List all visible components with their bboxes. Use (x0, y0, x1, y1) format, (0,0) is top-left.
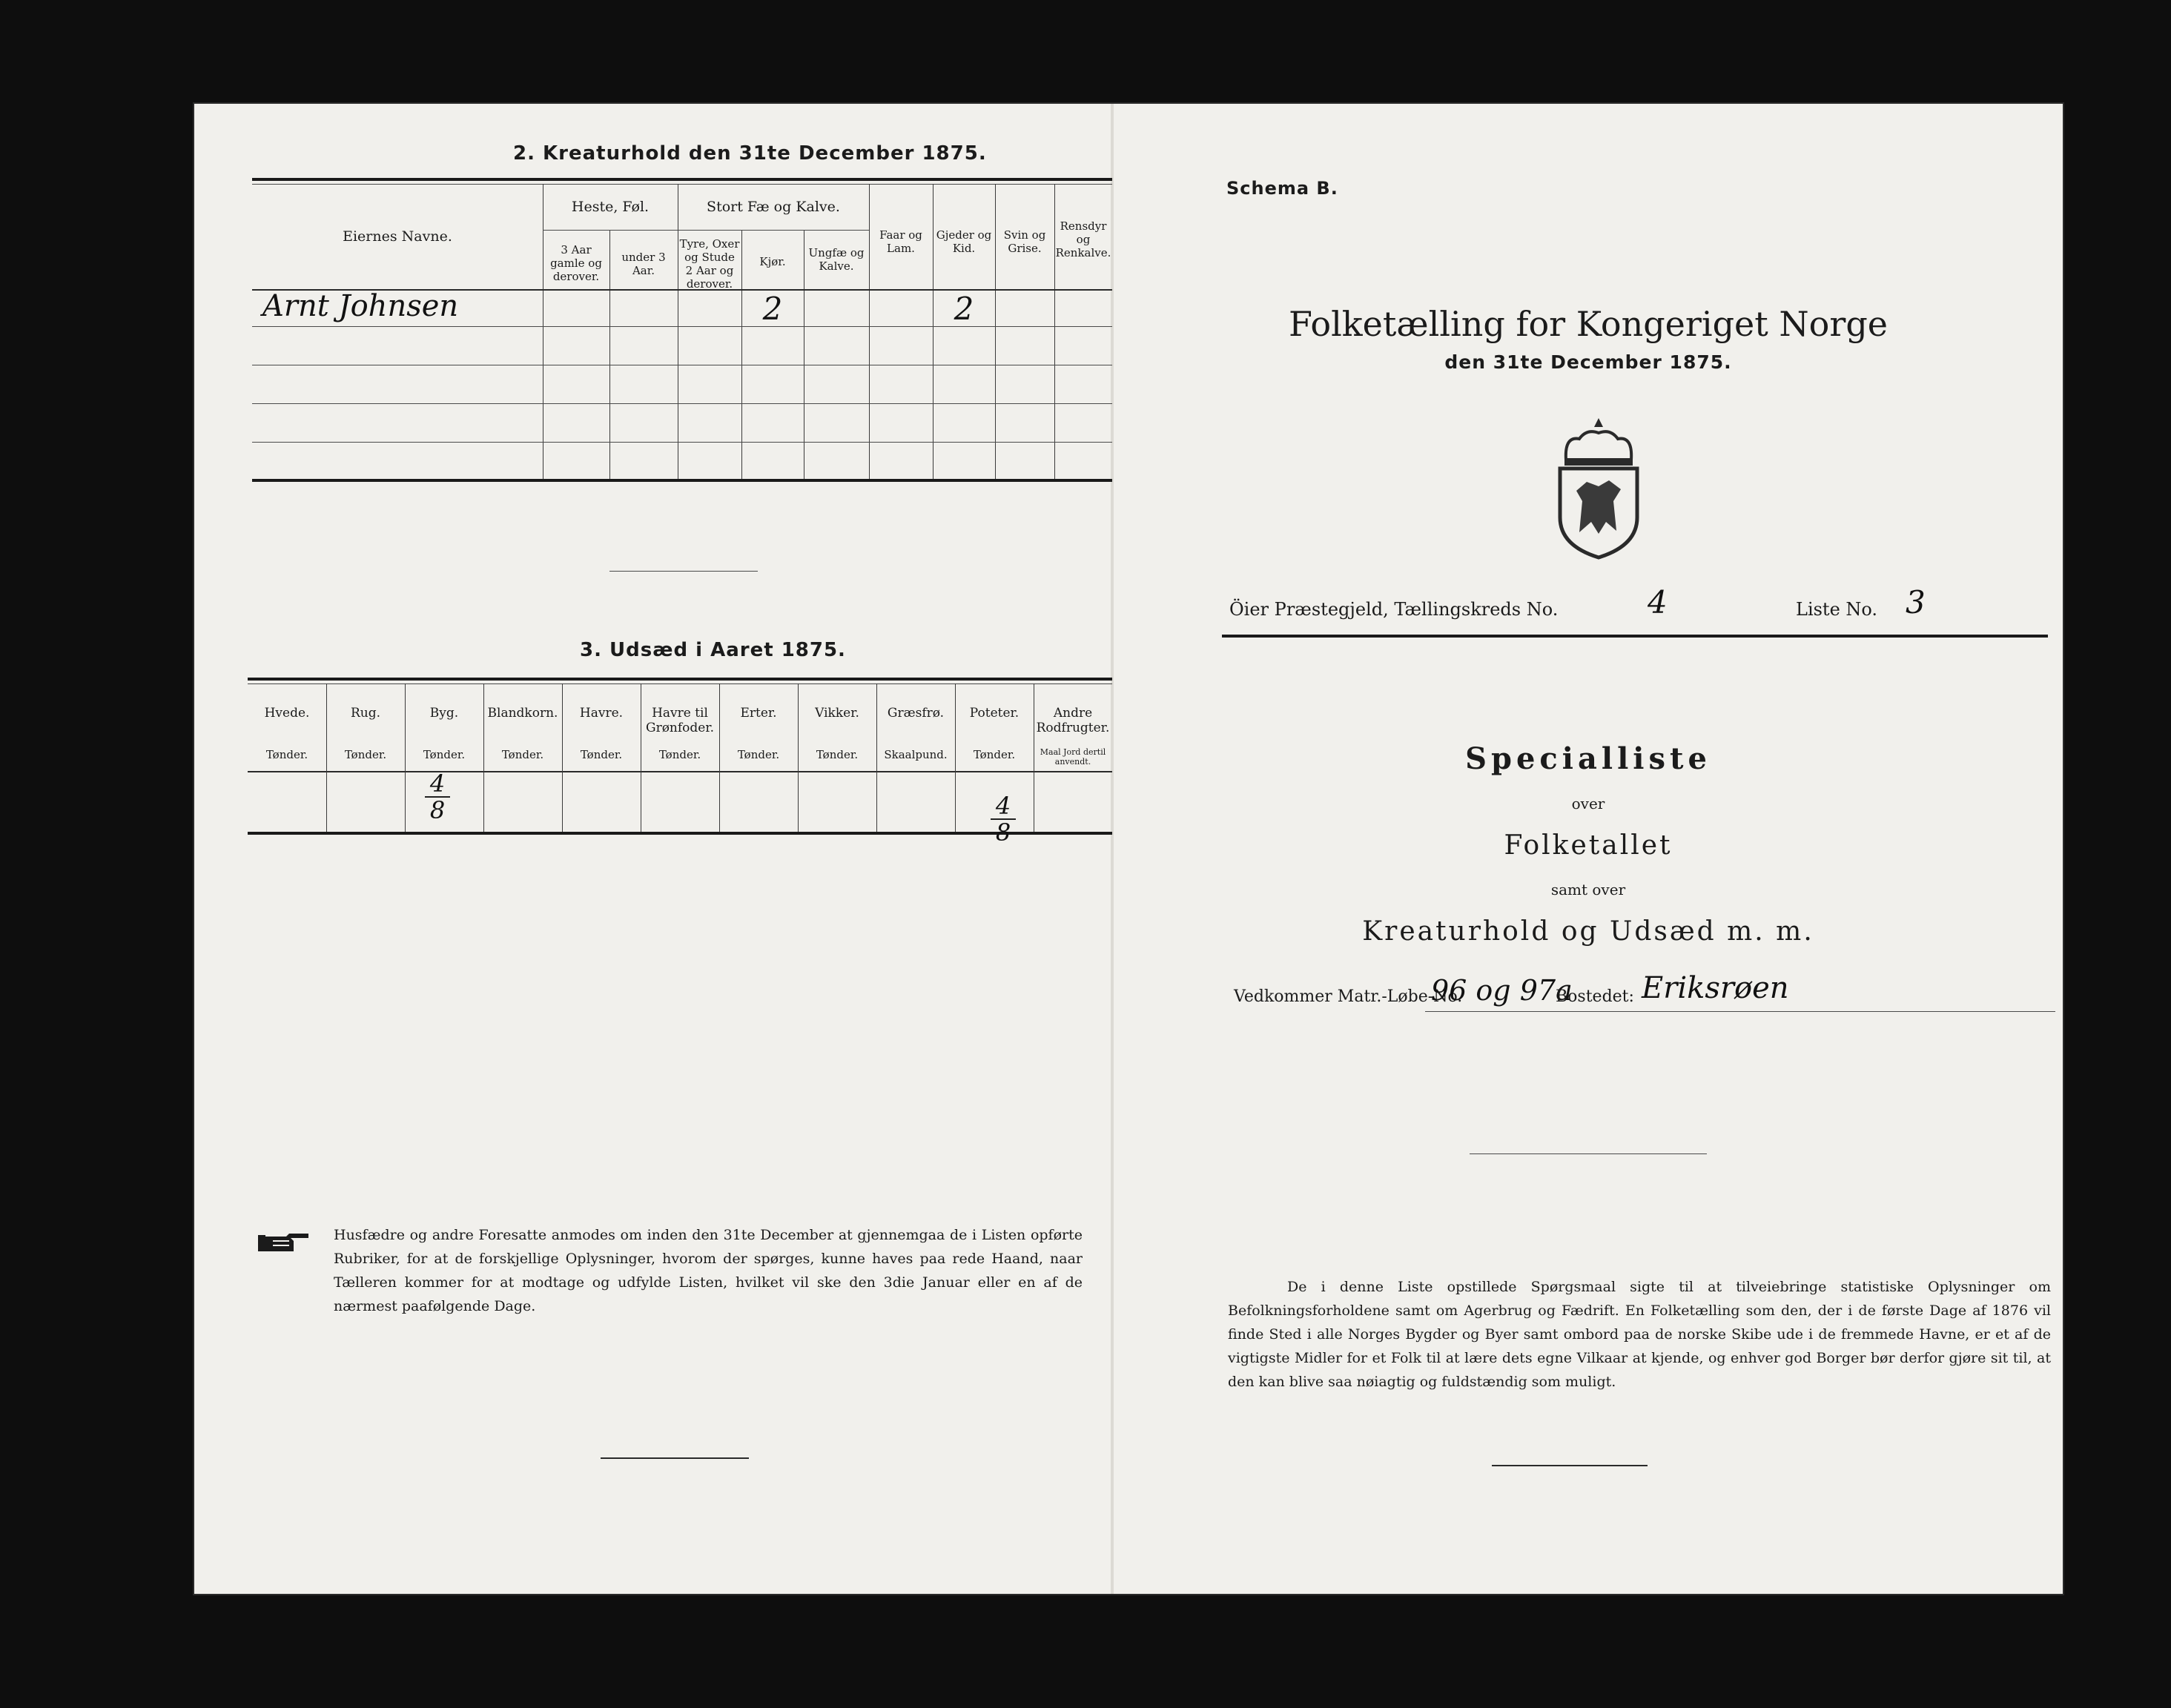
matr-label: Vedkommer Matr.-Løbe-No. (1234, 987, 1463, 1006)
poteter-value (964, 793, 1042, 845)
coat-of-arms-icon (1550, 414, 1648, 560)
udsaed-col-header: Andre Rodfrugter. (1036, 706, 1110, 735)
grid-line (798, 683, 799, 832)
grid-line (405, 683, 406, 832)
grid-line (933, 184, 934, 479)
udsaed-col-header: Græsfrø. (887, 706, 945, 721)
col-3aar: 3 Aar gamle og derover. (550, 243, 602, 283)
poteter-denominator: 8 (995, 818, 1011, 847)
over-text: over (1571, 795, 1605, 812)
udsaed-col-unit: Skaalpund. (884, 748, 948, 761)
col-faar: Faar og Lam. (879, 228, 922, 255)
udsaed-col-unit: Tønder. (737, 748, 780, 761)
udsaed-col-header: Hvede. (264, 706, 310, 721)
kreaturhold-text: Kreaturhold og Udsæd m. m. (1362, 916, 1814, 947)
bosted-value: Eriksrøen (1642, 971, 1789, 1005)
rule (248, 683, 1112, 684)
matr-value: 96 og 97a (1431, 974, 1573, 1007)
kjoer-value: 2 (762, 291, 783, 327)
separator (609, 571, 758, 572)
poteter-numerator: 4 (995, 792, 1011, 820)
udsaed-col-unit: Tønder. (973, 748, 1016, 761)
samt-over-text: samt over (1550, 881, 1626, 898)
row-line (252, 442, 1112, 443)
grid-line (995, 184, 996, 479)
gjeder-value: 2 (954, 291, 974, 327)
separator (1470, 1153, 1707, 1154)
udsaed-col-header: Blandkorn. (487, 706, 558, 721)
grid-line (869, 184, 870, 479)
col-under3: under 3 Aar. (621, 251, 666, 277)
rule (248, 678, 1112, 681)
rule (252, 479, 1112, 482)
grid-line (326, 683, 327, 832)
udsaed-col-unit: Tønder. (265, 748, 308, 761)
grid-line (876, 683, 877, 832)
header-rule (248, 771, 1112, 772)
udsaed-col-header: Erter. (740, 706, 777, 721)
info-paragraph: De i denne Liste opstillede Spørgsmaal sigte til at tilveiebringe statistiske Oplysninger om Befolkningsforholdene samt om Agerbrug og Fædrift. En Folketælling som den, der i de første Dage af 1876 vil finde Sted i alle Norges Bygder og Byer samt ombord paa de norske Skibe ude i de fremmede Havne, er et af de vigtigste Midler for et Folk til at lære dets egne Vilkaar at kjende, og enhver god Borger bør derfor gjøre sit til, at den kan blive saa nøiagtig og fuldstændig som muligt. (1228, 1279, 2051, 1390)
census-sheet (194, 104, 2063, 1594)
grid-line (719, 683, 720, 832)
row-line (252, 403, 1112, 404)
main-title: Folketælling for Kongeriget Norge (1289, 304, 1888, 344)
kreds-label: Tællingskreds No. (1394, 599, 1559, 620)
page-fold (1111, 104, 1114, 1594)
udsaed-col-unit: Tønder. (501, 748, 544, 761)
grid-line (562, 683, 563, 832)
col-ungfae: Ungfæ og Kalve. (808, 246, 865, 273)
instruction-notice: Husfædre og andre Foresatte anmodes om inden den 31te December at gjennemgaa de i Listen opførte Rubriker, for at de forskjellige Oplysninger, hvorom der spørges, kunne haves paa rede Haand, naar Tælleren kommer for at modtage og udfylde Listen, hvilket vil ske den 3die Januar eller en af de nærmest paafølgende Dage. (334, 1227, 1083, 1314)
col-tyre: Tyre, Oxer og Stude 2 Aar og derover. (679, 237, 740, 291)
udsaed-col-header: Vikker. (815, 706, 859, 721)
byg-numerator: 4 (429, 769, 446, 798)
udsaed-col-unit: Tønder. (344, 748, 387, 761)
udsaed-col-unit: Tønder. (816, 748, 859, 761)
byg-value (398, 771, 477, 823)
section2-title: 2. Kreaturhold den 31te December 1875. (513, 142, 987, 165)
schema-label: Schema B. (1226, 178, 1338, 199)
udsaed-col-unit: Tønder. (580, 748, 623, 761)
udsaed-col-unit: Tønder. (658, 748, 701, 761)
bosted-label: Bostedet: (1556, 987, 1634, 1006)
byg-denominator: 8 (429, 796, 446, 824)
udsaed-col-unit: Tønder. (423, 748, 466, 761)
udsaed-col-header: Havre. (579, 706, 624, 721)
liste-label: Liste No. (1796, 599, 1878, 620)
udsaed-col-header: Byg. (429, 706, 459, 721)
udsaed-col-header: Poteter. (969, 706, 1020, 721)
rule (1222, 635, 2048, 638)
owner-header: Eiernes Navne. (343, 228, 452, 245)
udsaed-col-header: Rug. (350, 706, 381, 721)
rule (252, 184, 1112, 185)
prestegjeld-value: Öier (1229, 599, 1269, 620)
folketallet-text: Folketallet (1504, 830, 1673, 861)
col-gjeder: Gjeder og Kid. (936, 228, 992, 255)
prestegjeld-label: Præstegjeld, (1274, 599, 1389, 620)
section3-title: 3. Udsæd i Aaret 1875. (580, 639, 846, 661)
date-line: den 31te December 1875. (1444, 351, 1732, 373)
rule (252, 178, 1112, 181)
col-rensdyr: Rensdyr og Renkalve. (1055, 219, 1111, 259)
liste-value: 3 (1906, 584, 1926, 620)
separator (601, 1457, 749, 1459)
udsaed-col-unit: Maal Jord dertil anvendt. (1040, 747, 1106, 767)
col-svin: Svin og Grise. (1003, 228, 1046, 255)
pointing-hand-icon (257, 1231, 310, 1256)
col-kjoer: Kjør. (759, 255, 786, 268)
heste-header: Heste, Føl. (571, 199, 650, 215)
specialliste-title: Specialliste (1465, 741, 1711, 776)
prestegjeld-line (1229, 599, 1558, 620)
stortfae-header: Stort Fæ og Kalve. (707, 199, 840, 215)
udsaed-col-header: Havre til Grønfoder. (645, 706, 715, 735)
kreds-value: 4 (1648, 584, 1668, 620)
grid-line (543, 230, 869, 231)
owner-name: Arnt Johnsen (262, 289, 459, 323)
grid-line (955, 683, 956, 832)
separator (1492, 1465, 1648, 1466)
underline (1640, 1011, 2055, 1012)
grid-line (483, 683, 484, 832)
